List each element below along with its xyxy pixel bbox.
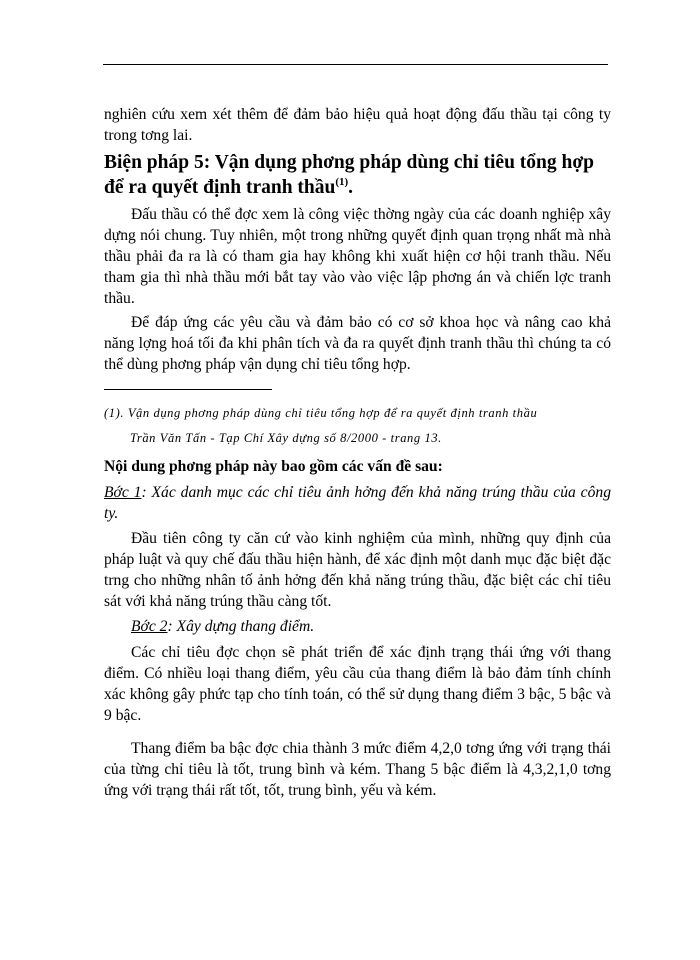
paragraph-2: Để đáp ứng các yêu cầu và đảm bảo có cơ sở khoa học và nâng cao khả năng lợng hoá tối đa khi phân tích và đa ra quyết định tranh thầu thì chúng ta có thể dùng phơng pháp vận dụng chỉ tiêu tổng hợp. [104,314,611,373]
step-1-text: : Xác danh mục các chỉ tiêu ảnh hởng đến khả năng trúng thầu của công ty. [104,484,611,522]
section-heading [104,150,616,200]
footnote-ref: (1) [335,176,349,188]
step-2-text: : Xây dựng thang điểm. [167,618,315,635]
paragraph-5: Thang điểm ba bậc đợc chia thành 3 mức điểm 4,2,0 tơng ứng với trạng thái của từng chỉ tiêu là tốt, trung bình và kém. Thang 5 bậc điểm là 4,3,2,1,0 tơng ứng với trạng thái rất tốt, tốt, trung bình, yếu và kém. [104,740,611,799]
step-2-label: Bớc 2 [131,618,168,635]
section-heading-end: . [348,177,354,198]
header-rule [103,64,608,65]
section-heading-text: Biện pháp 5: Vận dụng phơng pháp dùng chỉ tiêu tổng hợp để ra quyết định tranh thầu [104,152,594,198]
intro-paragraph: nghiên cứu xem xét thêm để đảm bảo hiệu quả hoạt động đấu thầu tại công ty trong tơng lai. [104,106,611,144]
paragraph-3: Đầu tiên công ty căn cứ vào kinh nghiệm của mình, những quy định của pháp luật và quy chế đấu thầu hiện hành, để xác định một danh mục đặc biệt đặc trng cho những nhân tố ảnh hởng đến khả năng trúng thầu, đặc biệt các chỉ tiêu sát với khả năng trúng thầu càng tốt. [104,530,611,610]
step-2 [131,616,611,637]
paragraph-1: Đấu thầu có thể đợc xem là công việc thờng ngày của các doanh nghiệp xây dựng nói chung. Tuy nhiên, một trong những quyết định quan trọng nhất mà nhà thầu phải đa ra là có tham gia hay không khi xuất hiện cơ hội tranh thầu. Nếu tham gia thì nhà thầu mới bắt tay vào vào việc lập phơng án và chiến lợc tranh thầu. [104,206,611,307]
step-1-label: Bớc 1 [104,484,142,501]
subheading: Nội dung phơng pháp này bao gồm các vấn đề sau: [104,458,443,475]
footnote-rule [104,389,272,390]
footnote-line-1: (1). Vận dụng phơng pháp dùng chỉ tiêu tổng hợp để ra quyết định tranh thầu [104,406,538,420]
step-1 [104,482,611,524]
footnote-line-2: Trần Văn Tấn - Tạp Chí Xây dựng số 8/2000 - trang 13. [130,431,442,445]
paragraph-4: Các chỉ tiêu đợc chọn sẽ phát triển để xác định trạng thái ứng với thang điểm. Có nhiều loại thang điểm, yêu cầu của thang điểm là bảo đảm tính chính xác không gây phức tạp cho tính toán, có thể sử dụng thang điểm 3 bậc, 5 bậc và 9 bậc. [104,644,611,724]
